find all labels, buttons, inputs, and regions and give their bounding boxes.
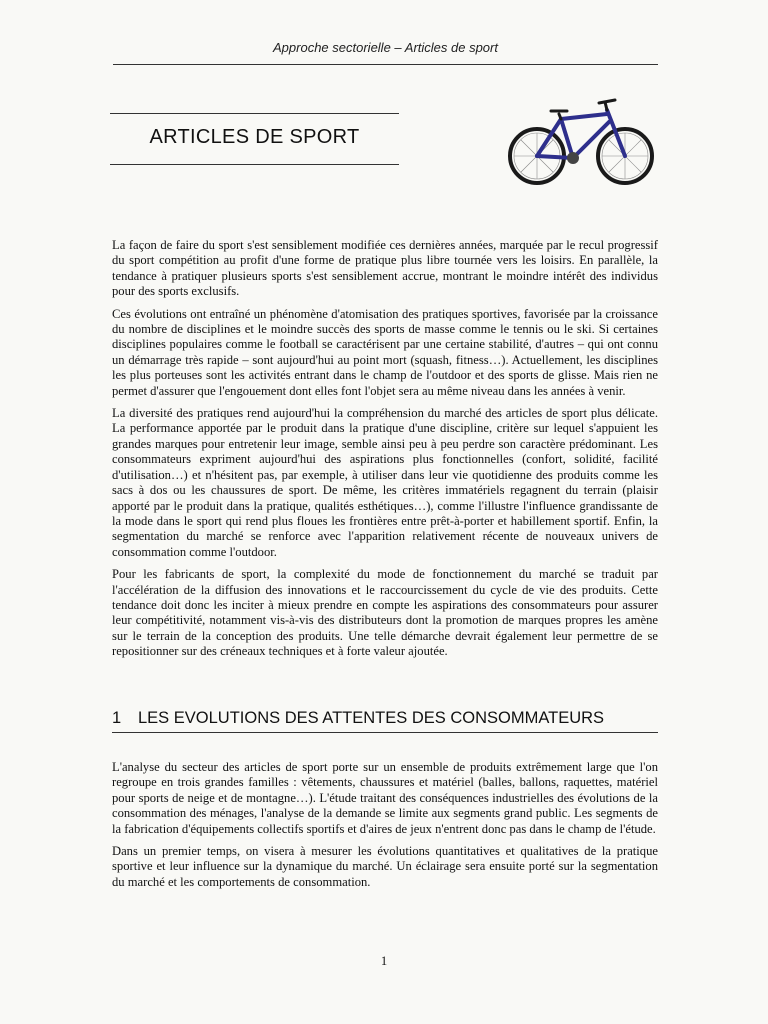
intro-text <box>112 238 658 667</box>
paragraph: Ces évolutions ont entraîné un phénomène d'atomisation des pratiques sportives, favorisée par la croissance du nombre de disciplines et le moindre succès des sports de masse comme le tennis ou le ski. Si certaines disciplines populaires comme le football se caractérisent par une certaine stabilité, d'autres – qui ont connu un démarrage très rapide – sont aujourd'hui au point mort (squash, fitness…). Actuellement, les disciplines les plus porteuses sont les activités entrant dans le champ de l'outdoor et des sports de glisse. Mais rien ne permet d'assurer que l'engouement dont elles font l'objet sera au même niveau dans les années à venir. <box>112 306 658 398</box>
section-number: 1 <box>112 709 122 727</box>
page-title: ARTICLES DE SPORT <box>149 126 360 148</box>
paragraph: La diversité des pratiques rend aujourd'hui la compréhension du marché des articles de sport plus délicate. La performance apportée par le produit dans la pratique d'une discipline, critère sur lequel s'appuient les grandes marques pour entretenir leur image, semble ainsi peu à peu perdre son caractère prédominant. Les consommateurs expriment aujourd'hui des aspirations plus fonctionnelles (confort, solidité, facilité d'utilisation…) et n'hésitent pas, par exemple, à utiliser dans leur vie quotidienne des produits comme les sacs à dos ou les chaussures de sport. De même, les critères immatériels regagnent du terrain (plaisir apporté par le produit dans la pratique, qualités esthétiques…), comme l'illustre l'influence grandissante de la mode dans le sport qui rend plus floues les frontières entre prêt-à-porter et habillement sportif. Enfin, la segmentation du marché se renforce avec l'apparition relativement récente de nouveaux univers de consommation comme l'outdoor. <box>112 406 658 559</box>
page-number: 1 <box>380 954 388 968</box>
paragraph: Dans un premier temps, on visera à mesurer les évolutions quantitatives et qualitatives de la pratique sportive et leur influence sur la dynamique du marché. Un éclairage sera ensuite porté sur la segmentation du marché et les comportements de consommation. <box>112 844 658 889</box>
paragraph: L'analyse du secteur des articles de sport porte sur un ensemble de produits extrêmement large que l'on regroupe en trois grandes familles : vêtements, chaussures et matériel (balles, ballons, raquettes, matériel pour sports de neige et de montagne…). L'étude traitant des conséquences industrielles des évolutions de la consommation des ménages, l'analyse de la demande se limite aux segments grand public. Les segments de la fabrication d'équipements collectifs sportifs et d'aires de jeux n'entrent donc pas dans le champ de l'étude. <box>112 760 658 836</box>
paragraph: Pour les fabricants de sport, la complexité du mode de fonctionnement du marché se traduit par l'accélération de la diffusion des innovations et le raccourcissement du cycle de vie des produits. Cette tendance doit donc les inciter à mieux prendre en compte les aspirations des consommateurs pour assurer leur compétitivité, notamment vis-à-vis des distributeurs dont la promotion de marques propres les amène sur le terrain de la conception des produits. Une telle démarche devrait également leur permettre de se repositionner sur des créneaux techniques et à forte valeur ajoutée. <box>112 567 658 659</box>
section-text <box>112 760 658 897</box>
bicycle-icon <box>503 92 655 192</box>
title-rule-bottom <box>110 164 399 165</box>
section-heading <box>112 709 658 733</box>
running-header: Approche sectorielle – Articles de sport <box>273 40 498 55</box>
title-rule-top <box>110 113 399 114</box>
section-title: LES EVOLUTIONS DES ATTENTES DES CONSOMMATEURS <box>138 709 605 727</box>
header-rule <box>113 64 658 65</box>
paragraph: La façon de faire du sport s'est sensiblement modifiée ces dernières années, marquée par le recul progressif du sport compétition au profit d'une forme de pratique plus libre tournée vers les loisirs. En parallèle, la tendance à pratiquer plusieurs sports s'est sensiblement accrue, montrant le moindre intérêt des individus pour des sports exclusifs. <box>112 238 658 299</box>
